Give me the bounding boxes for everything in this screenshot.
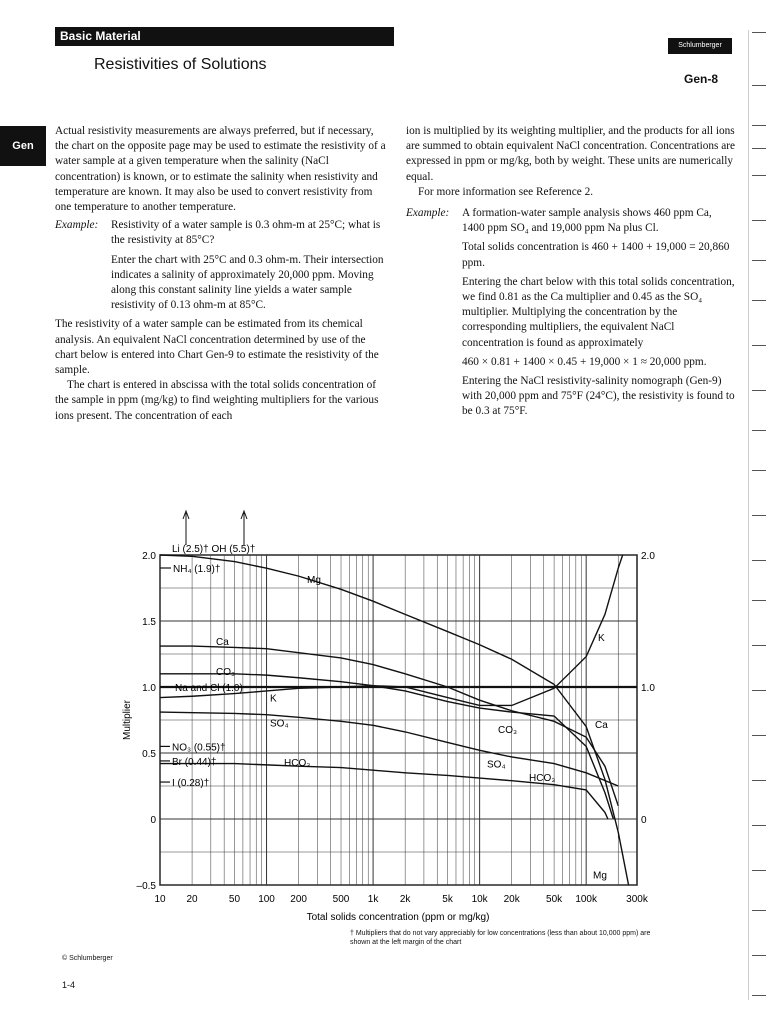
x-tick-label: 100	[258, 894, 275, 905]
y-tick-label: 2.0	[142, 551, 156, 562]
y-tick-label-right: 2.0	[641, 551, 655, 562]
x-tick-label: 100k	[575, 894, 598, 905]
curve-label: K	[270, 693, 277, 705]
annotation-label: Br (0.44)†	[172, 756, 217, 768]
paragraph: ion is multiplied by its weighting multiplier, and the products for all ions are summed to obtain equivalent NaCl concentration. Concentrations are expressed in ppm or mg/kg, both by weight. These units are numerically equal.	[406, 125, 736, 183]
edge-tick	[752, 430, 766, 431]
curve-label: Mg	[307, 575, 321, 586]
example-text: A formation-water sample analysis shows 460 ppm Ca, 1400 ppm SO₄ and 19,000 ppm Na plus Cl.	[462, 207, 712, 235]
example-label: Example:	[406, 207, 450, 220]
edge-tick	[752, 390, 766, 391]
curve-label: CO₃	[498, 725, 518, 737]
curve-label: CO₃	[216, 667, 236, 679]
paragraph: The resistivity of a water sample can be estimated from its chemical analysis. An equivalent NaCl concentration determined by use of the chart below is entered into Chart Gen-9 to estimate the resistivity of the sample.	[55, 318, 379, 377]
edge-tick	[752, 85, 766, 86]
page-number: 1-4	[62, 980, 76, 990]
annotation-label: Na and Cl (1.0)	[175, 683, 243, 694]
multiplier-chart	[0, 500, 768, 930]
brand-logo: Schlumberger	[668, 38, 732, 54]
curve-co3	[160, 674, 613, 819]
edge-tick	[752, 645, 766, 646]
edge-tick	[752, 32, 766, 33]
edge-tick	[752, 300, 766, 301]
x-tick-label: 50	[228, 894, 241, 905]
edge-tick	[752, 825, 766, 826]
y-tick-label: –0.5	[136, 881, 156, 892]
example-text: Total solids concentration is 460 + 1400 + 19,000 = 20,860 ppm.	[462, 241, 730, 269]
x-tick-label: 20	[186, 894, 198, 905]
example-label: Example:	[55, 219, 99, 232]
paragraph: Actual resistivity measurements are always preferred, but if necessary, the chart on the opposite page may be used to estimate the resistivity of a water sample at a given temperature when the salinity (NaCl concentration) is known, or to estimate the salinity when resistivity and temperature are known. It may also be used to convert resistivity from one temperature to another temperature.	[55, 125, 386, 214]
x-tick-label: 50k	[546, 894, 563, 905]
y-axis-label: Multiplier	[122, 699, 133, 741]
page-title: Resistivities of Solutions	[94, 56, 267, 73]
y-tick-label-right: 1.0	[641, 683, 655, 694]
curve-label: SO₄	[487, 759, 506, 771]
edge-tick	[752, 470, 766, 471]
edge-tick	[752, 995, 766, 996]
curve-label: Ca	[595, 719, 608, 731]
paragraph: For more information see Reference 2.	[418, 185, 594, 198]
y-tick-label: 0.5	[142, 749, 156, 760]
text-column-left	[55, 124, 387, 424]
y-tick-label: 1.5	[142, 617, 156, 628]
edge-tick	[752, 148, 766, 149]
example-text: Resistivity of a water sample is 0.3 ohm-m at 25°C; what is the resistivity at 85°C?	[111, 219, 381, 247]
example-text: Entering the chart below with this total solids concentration, we find 0.81 as the Ca multiplier and 0.45 as the SO₄ multiplier. Multiplying the concentration by the corresponding multipliers, the equivalent NaCl concentration is found as approximately	[462, 275, 735, 349]
chart-footnote: † Multipliers that do not vary appreciably for low concentrations (less than about 10,000 ppm) are shown at the left margin of the chart	[350, 930, 651, 946]
y-tick-label: 1.0	[142, 683, 156, 694]
edge-tick	[752, 870, 766, 871]
edge-tick	[752, 780, 766, 781]
y-tick-label: 0	[150, 815, 156, 826]
edge-tick	[752, 345, 766, 346]
example-block	[55, 218, 387, 313]
edge-tick	[752, 515, 766, 516]
x-tick-label: 200	[290, 894, 307, 905]
x-tick-label: 2k	[399, 894, 411, 905]
x-tick-label: 10	[154, 894, 166, 905]
curve-label: HCO₃	[284, 758, 311, 770]
edge-tick	[752, 955, 766, 956]
edge-tick	[752, 690, 766, 691]
x-axis-label: Total solids concentration (ppm or mg/kg)	[306, 912, 490, 923]
chart-labels	[137, 511, 656, 905]
annotation-label: NH₄ (1.9)†	[173, 564, 221, 575]
example-text: Enter the chart with 25°C and 0.3 ohm-m. Their intersection indicates a salinity of approximately 20,000 ppm. Moving along this constant salinity line yields a water sample resistivity of 0.13 ohm-m at 85°C.	[111, 253, 384, 312]
text-column-right	[406, 124, 736, 424]
x-tick-label: 1k	[367, 894, 379, 905]
edge-tick	[752, 260, 766, 261]
annotation-label: I (0.28)†	[172, 778, 210, 790]
x-tick-label: 300k	[626, 894, 648, 905]
edge-tick	[752, 560, 766, 561]
example-text: Entering the NaCl resistivity-salinity nomograph (Gen-9) with 20,000 ppm and 75°F (24°C), the resistivity is found to be 0.3 at 75°F.	[462, 375, 735, 418]
example-block	[406, 206, 736, 420]
edge-tick	[752, 910, 766, 911]
y-tick-label-right: 0	[641, 815, 647, 826]
x-tick-label: 20k	[503, 894, 520, 905]
annotation-label: NO₃ (0.55)†	[172, 742, 226, 754]
copyright: © Schlumberger	[62, 955, 113, 962]
side-tab[interactable]: Gen	[0, 126, 46, 166]
edge-tick	[752, 735, 766, 736]
edge-tick	[752, 175, 766, 176]
curve-label: HCO₃	[529, 772, 556, 784]
curve-label: SO₄	[270, 718, 289, 730]
edge-tick	[752, 220, 766, 221]
section-header: Basic Material	[55, 27, 394, 46]
page-code: Gen-8	[684, 72, 719, 86]
x-tick-label: 5k	[442, 894, 453, 905]
example-text: 460 × 0.81 + 1400 × 0.45 + 19,000 × 1 ≈ 20,000 ppm.	[462, 355, 707, 368]
curve-label: K	[598, 632, 605, 644]
x-tick-label: 500	[332, 894, 350, 905]
x-tick-label: 10k	[471, 894, 488, 905]
curve-label: Ca	[216, 636, 229, 648]
annotation-label: Li (2.5)† OH (5.5)†	[172, 544, 256, 555]
chart-grid	[160, 555, 637, 885]
edge-tick	[752, 125, 766, 126]
edge-tick	[752, 600, 766, 601]
curve-label: Mg	[593, 870, 607, 882]
paragraph: The chart is entered in abscissa with the total solids concentration of the sample in ppm (mg/kg) to find weighting multipliers for the various ions present. The concentration of each	[55, 379, 379, 422]
